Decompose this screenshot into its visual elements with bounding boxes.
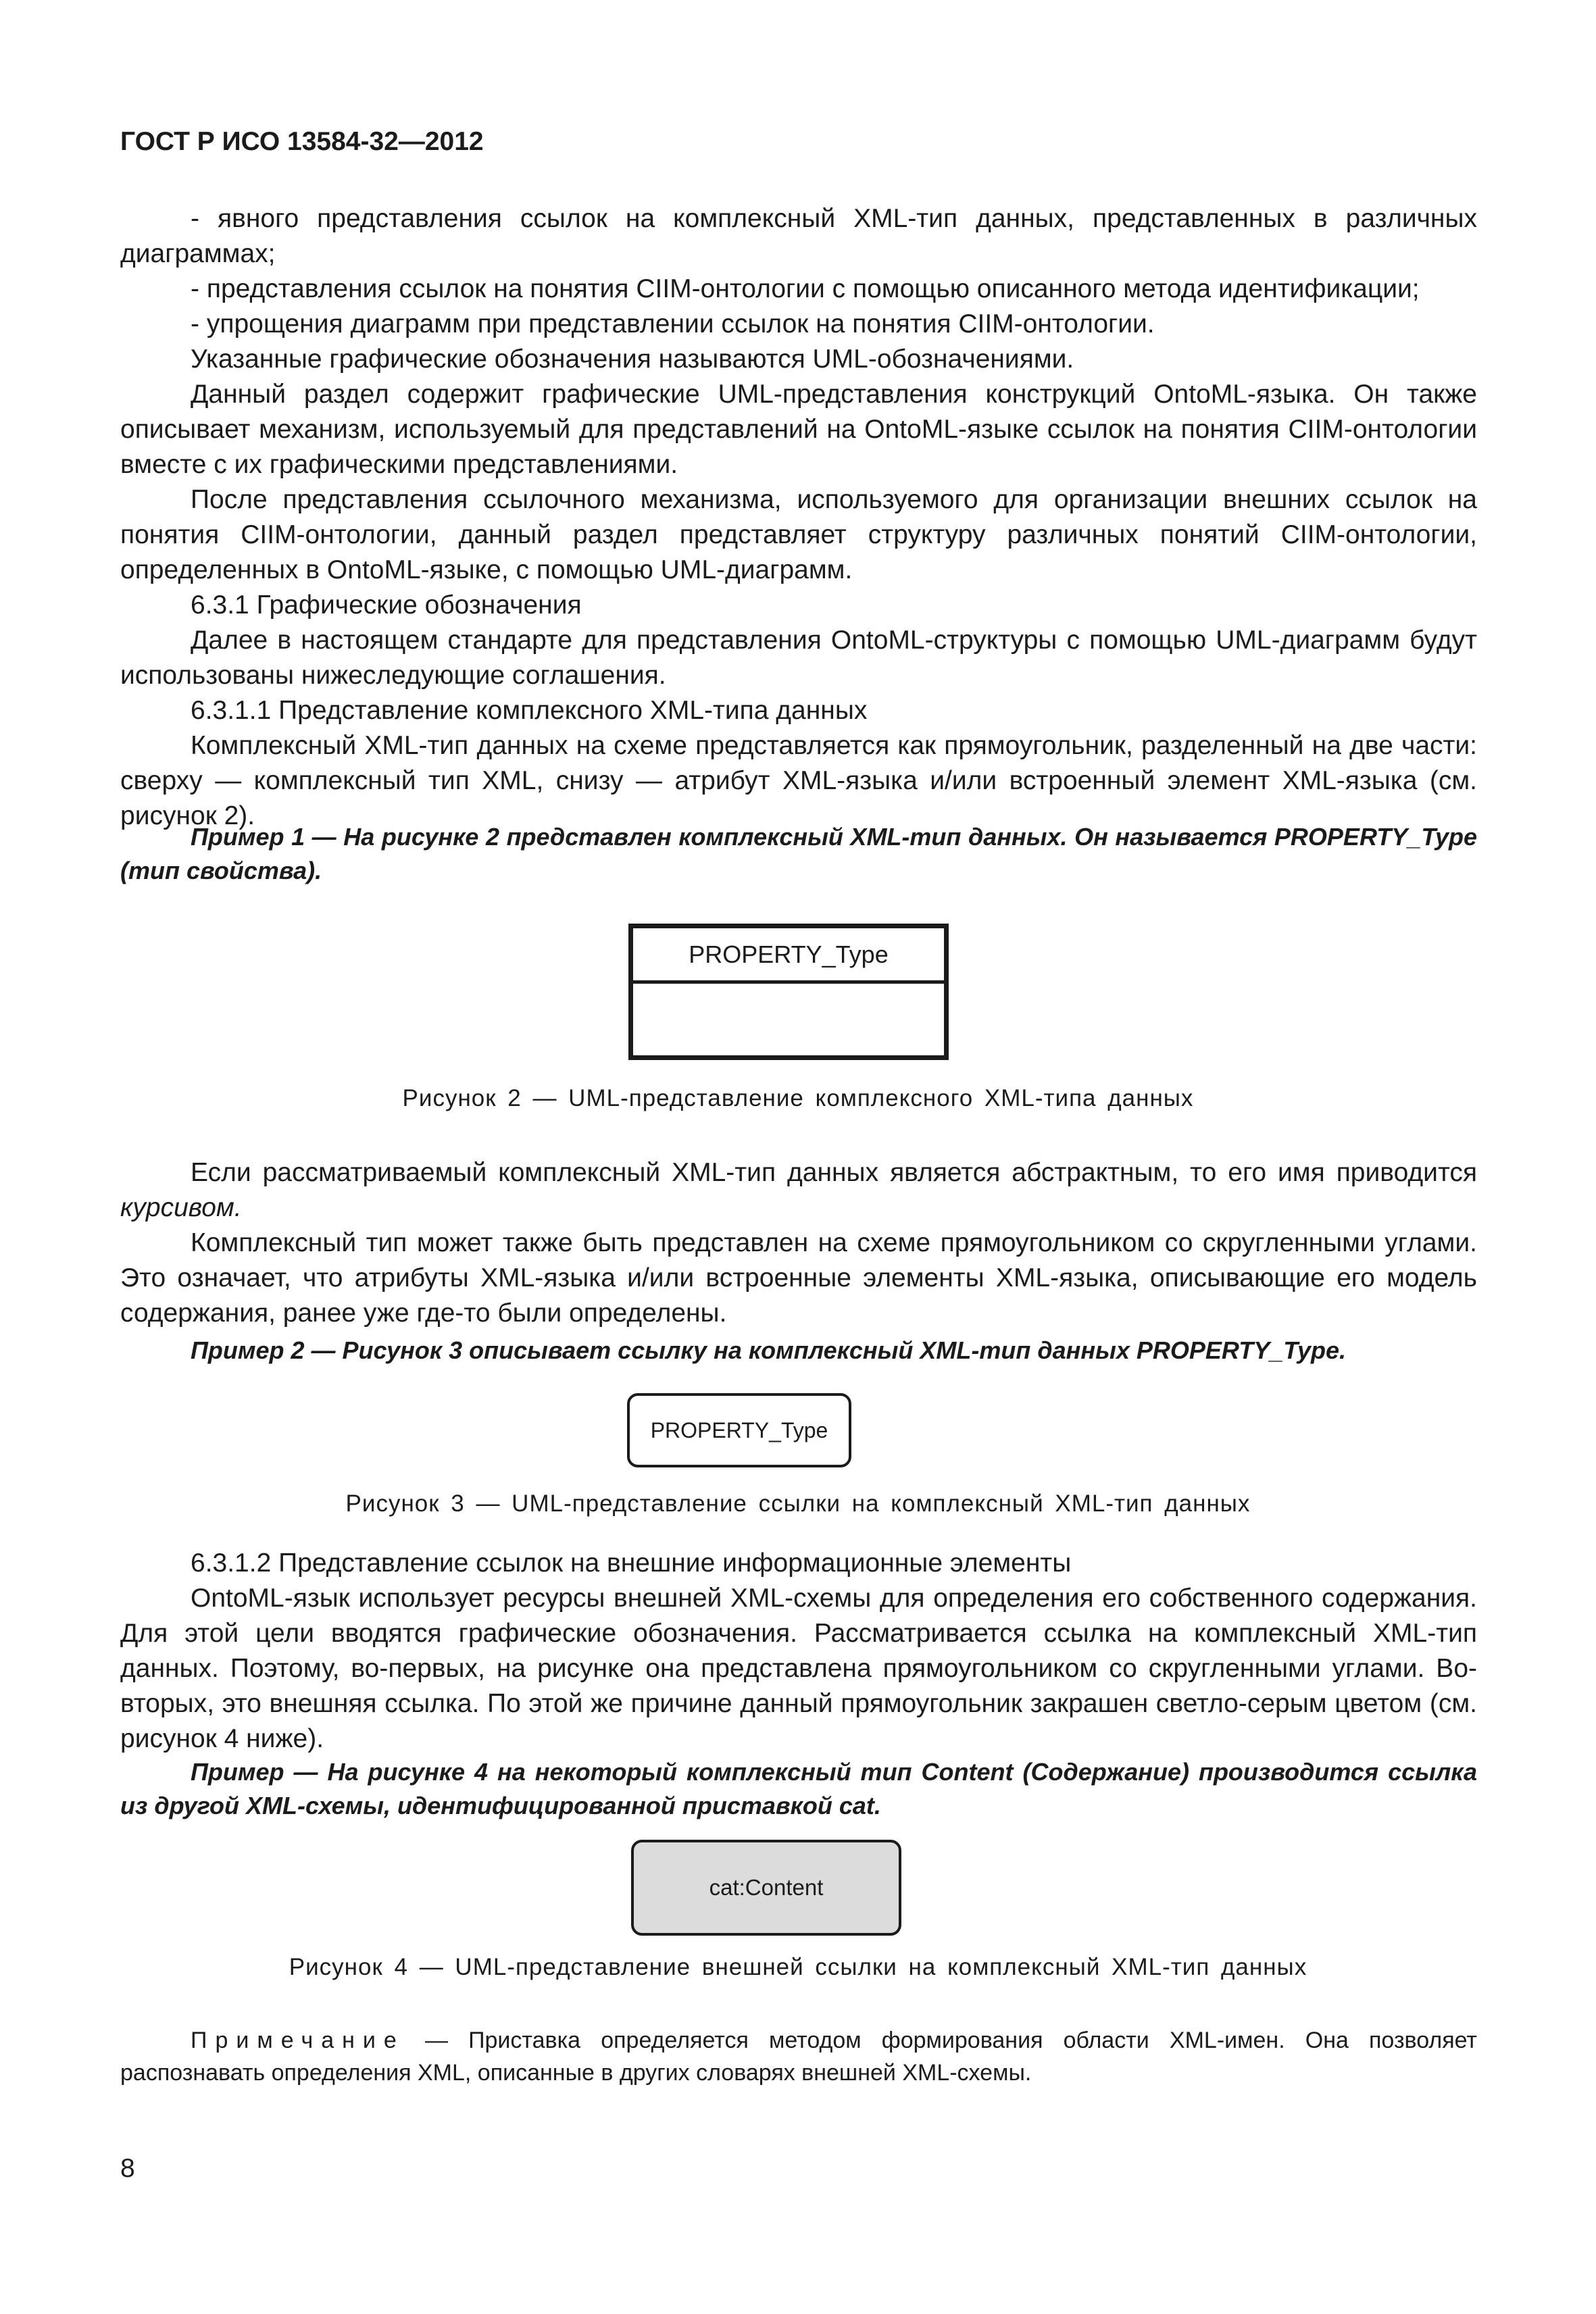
section-heading-6-3-1-2: 6.3.1.2 Представление ссылок на внешние информационные элементы <box>191 1549 1072 1578</box>
figure-3-rounded-box: PROPERTY_Type <box>627 1393 851 1467</box>
note <box>120 2024 1477 2089</box>
figure-4-external-reference-box: cat:Content <box>631 1840 901 1936</box>
page-number: 8 <box>120 2154 135 2183</box>
paragraph-12: Комплексный тип может также быть представлен на схеме прямоугольником со скругленными углами. Это означает, что атрибуты XML-языка и/или встроенные элементы XML-языка, описывающие его модель содержания, ранее уже где-то были определены. <box>120 1228 1477 1328</box>
paragraph-10: Комплексный XML-тип данных на схеме представляется как прямоугольник, разделенный на две части: сверху — комплексный тип XML, снизу — атрибут XML-языка и/или встроенный элемент XML-языка (см. рисунок 2). <box>120 731 1477 830</box>
paragraph-1: - явного представления ссылок на комплексный XML-тип данных, представленных в различных диаграммах; <box>120 204 1477 268</box>
note-text: — Приставка определяется методом формирования области XML-имен. Она позволяет распознавать определения XML, описанные в других словарях внешней XML-схемы. <box>120 2028 1477 2086</box>
paragraph-5: Данный раздел содержит графические UML-представления конструкций OntoML-языка. Он также описывает механизм, используемый для представлений на OntoML-языке ссылок на понятия CIIM-онтологии вместе с их графическими представлениями. <box>120 380 1477 479</box>
paragraph-6: После представления ссылочного механизма, используемого для организации внешних ссылок на понятия CIIM-онтологии, данный раздел представляет структуру различных понятий CIIM-онтологии, определенных в OntoML-языке, с помощью UML-диаграмм. <box>120 485 1477 584</box>
figure-2-box-title: PROPERTY_Type <box>633 928 944 984</box>
paragraph-11-text: Если рассматриваемый комплексный XML-тип данных является абстрактным, то его имя приводится <box>191 1158 1477 1187</box>
paragraph-4: Указанные графические обозначения называются UML-обозначениями. <box>191 345 1074 374</box>
figure-3-caption: Рисунок 3 — UML-представление ссылки на комплексный XML-тип данных <box>345 1490 1251 1517</box>
paragraph-8: Далее в настоящем стандарте для представления OntoML-структуры с помощью UML-диаграмм будут использованы нижеследующие соглашения. <box>120 626 1477 690</box>
example-3: Пример — На рисунке 4 на некоторый комплексный тип Content (Содержание) производится ссылка из другой XML-схемы, идентифицированной приставкой cat. <box>120 1758 1477 1819</box>
figure-2-class-box <box>628 924 949 1060</box>
section-heading-6-3-1-1: 6.3.1.1 Представление комплексного XML-типа данных <box>191 696 868 725</box>
section-heading-6-3-1: 6.3.1 Графические обозначения <box>191 590 582 620</box>
figure-4-caption: Рисунок 4 — UML-представление внешней ссылки на комплексный XML-тип данных <box>289 1954 1307 1980</box>
paragraph-3: - упрощения диаграмм при представлении ссылок на понятия CIIM-онтологии. <box>191 309 1155 338</box>
note-label: Примечание <box>191 2028 405 2053</box>
paragraph-11 <box>120 1155 1477 1226</box>
paragraph-11-italic: курсивом. <box>120 1193 242 1222</box>
document-header: ГОСТ Р ИСО 13584-32—2012 <box>120 127 484 156</box>
figure-2-caption: Рисунок 2 — UML-представление комплексного XML-типа данных <box>402 1085 1194 1111</box>
example-1: Пример 1 — На рисунке 2 представлен комплексный XML-тип данных. Он называется PROPERTY_Type (тип свойства). <box>120 823 1477 884</box>
example-2: Пример 2 — Рисунок 3 описывает ссылку на комплексный XML-тип данных PROPERTY_Type. <box>191 1336 1346 1364</box>
paragraph-14: OntoML-язык использует ресурсы внешней XML-схемы для определения его собственного содержания. Для этой цели вводятся графические обозначения. Рассматривается ссылка на комплексный XML-тип данных. Поэтому, во-первых, на рисунке она представлена прямоугольником со скругленными углами. Во-вторых, это внешняя ссылка. По этой же причине данный прямоугольник закрашен светло-серым цветом (см. рисунок 4 ниже). <box>120 1584 1477 1753</box>
paragraph-2: - представления ссылок на понятия CIIM-онтологии с помощью описанного метода идентификации; <box>191 274 1420 303</box>
